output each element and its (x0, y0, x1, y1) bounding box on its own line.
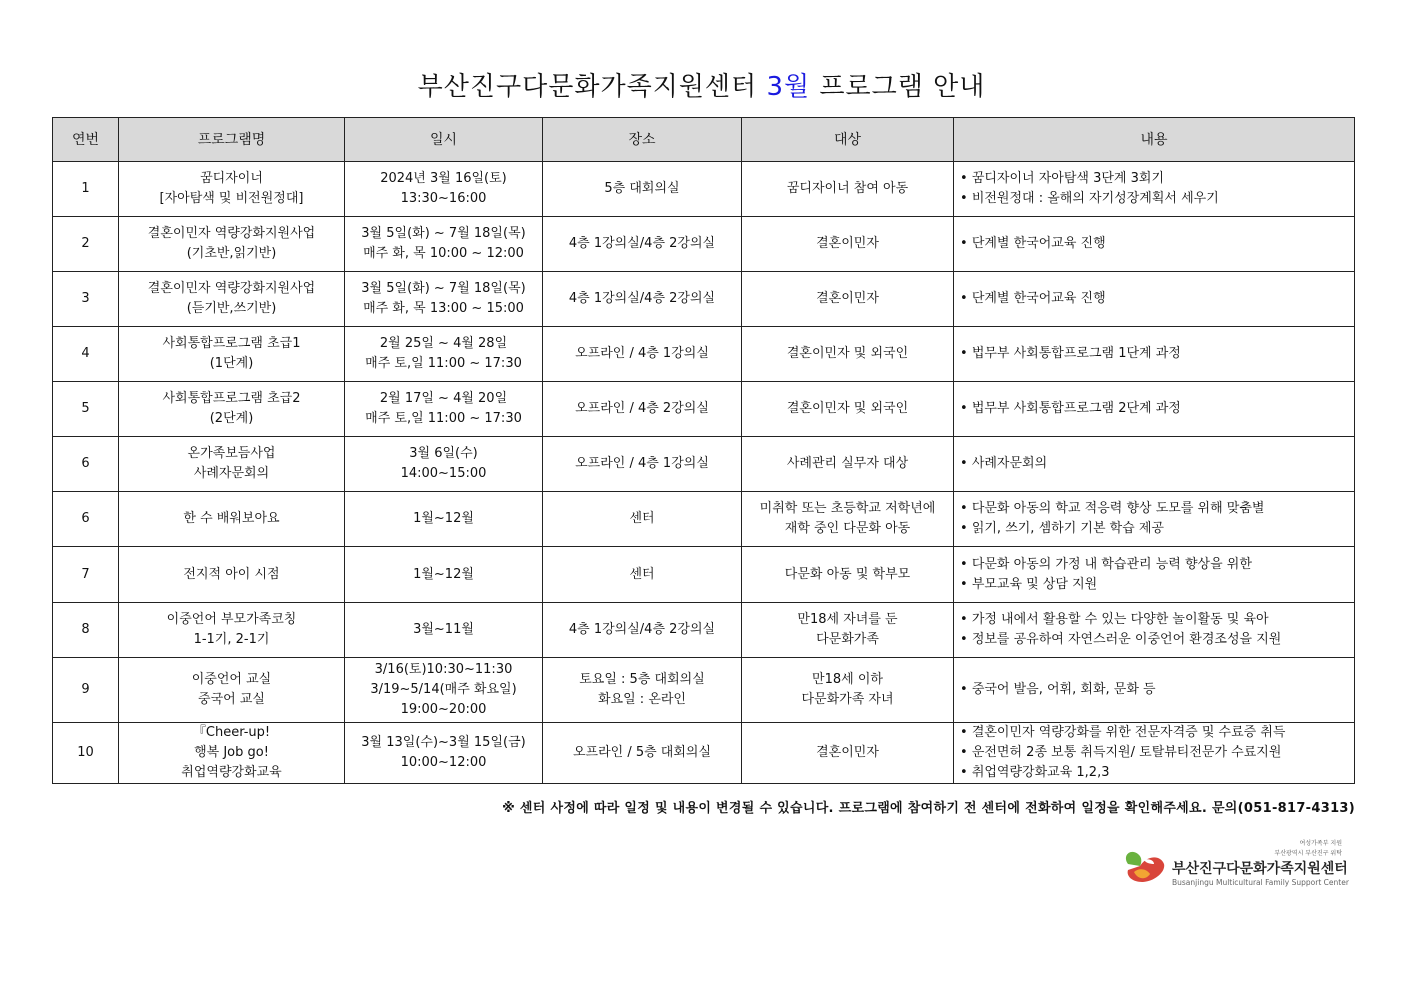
cell-line: 만18세 자녀를 둔 (797, 612, 898, 627)
cell-datetime (345, 547, 543, 603)
cell-line: 3월 5일(화) ~ 7월 18일(목) (361, 281, 526, 296)
cell-no: 7 (53, 547, 119, 603)
cell-line: 이중언어 교실 (191, 672, 272, 687)
cell-line: 4층 1강의실/4층 2강의실 (568, 236, 716, 251)
cell-program (119, 217, 345, 272)
cell-line: [자아탐색 및 비전원정대] (159, 191, 304, 206)
cell-no: 5 (53, 382, 119, 437)
table-row (53, 272, 1355, 327)
cell-no: 10 (53, 723, 119, 784)
cell-line: 3/19~5/14(매주 화요일) (370, 682, 517, 697)
cell-line: 사례관리 실무자 대상 (786, 456, 909, 471)
cell-line: 매주 화, 목 10:00 ~ 12:00 (363, 246, 524, 261)
cell-line: 센터 (629, 511, 655, 526)
content-bullet: • 단계별 한국어교육 진행 (960, 289, 1350, 309)
table-header-row (53, 118, 1355, 162)
cell-line: 결혼이민자 (816, 745, 879, 760)
cell-line: 미취학 또는 초등학교 저학년에 (759, 501, 936, 516)
cell-line: 행복 Job go! (194, 745, 269, 760)
cell-place (543, 327, 742, 382)
cell-program (119, 382, 345, 437)
cell-content (954, 492, 1355, 547)
table-row (53, 217, 1355, 272)
content-bullet: • 가정 내에서 활용할 수 있는 다양한 놀이활동 및 육아 (960, 610, 1350, 630)
cell-place (543, 603, 742, 658)
cell-place (543, 162, 742, 217)
cell-line: 5층 대회의실 (604, 181, 680, 196)
cell-line: 4층 1강의실/4층 2강의실 (568, 622, 716, 637)
cell-line: 오프라인 / 5층 대회의실 (572, 745, 712, 760)
cell-datetime (345, 437, 543, 492)
content-bullet: • 법무부 사회통합프로그램 2단계 과정 (960, 399, 1350, 419)
cell-place (543, 272, 742, 327)
cell-line: 온가족보듬사업 (187, 446, 276, 461)
cell-line: 만18세 이하 (812, 672, 883, 687)
table-row (53, 492, 1355, 547)
table-row (53, 437, 1355, 492)
cell-content (954, 382, 1355, 437)
cell-line: 다문화가족 자녀 (801, 692, 894, 707)
cell-line: 다문화가족 (816, 632, 879, 647)
cell-datetime (345, 217, 543, 272)
cell-no: 1 (53, 162, 119, 217)
cell-datetime (345, 723, 543, 784)
col-header-target: 대상 (742, 118, 954, 162)
cell-line: 『Cheer-up! (192, 725, 271, 740)
title-suffix: 프로그램 안내 (819, 72, 986, 102)
cell-datetime (345, 162, 543, 217)
cell-target (742, 547, 954, 603)
cell-line: 결혼이민자 및 외국인 (786, 401, 909, 416)
cell-line: (1단계) (209, 356, 254, 371)
cell-line: (기초반,읽기반) (186, 246, 277, 261)
content-bullet: • 결혼이민자 역량강화를 위한 전문자격증 및 수료증 취득 (960, 723, 1350, 743)
cell-target (742, 217, 954, 272)
cell-content (954, 217, 1355, 272)
cell-line: 14:00~15:00 (400, 466, 487, 481)
col-header-place: 장소 (543, 118, 742, 162)
logo-center-name: 부산진구다문화가족지원센터 (1172, 861, 1348, 877)
cell-line: 꿈디자이너 (200, 171, 263, 186)
logo-operator-line: 부산광역시 부산진구 위탁 (1274, 850, 1342, 857)
cell-target (742, 658, 954, 723)
cell-program (119, 603, 345, 658)
cell-line: 이중언어 부모가족코칭 (166, 612, 297, 627)
cell-line: 사회통합프로그램 초급2 (162, 391, 301, 406)
cell-no: 3 (53, 272, 119, 327)
cell-program (119, 547, 345, 603)
cell-target (742, 272, 954, 327)
cell-line: 취업역량강화교육 (181, 765, 282, 780)
cell-content (954, 162, 1355, 217)
content-bullet: • 부모교육 및 상담 지원 (960, 575, 1350, 595)
cell-content (954, 437, 1355, 492)
cell-target (742, 382, 954, 437)
cell-line: 3월 6일(수) (409, 446, 478, 461)
program-table (52, 117, 1355, 784)
col-header-content: 내용 (954, 118, 1355, 162)
content-bullet: • 법무부 사회통합프로그램 1단계 과정 (960, 344, 1350, 364)
cell-program (119, 327, 345, 382)
cell-no: 4 (53, 327, 119, 382)
title-prefix: 부산진구다문화가족지원센터 (417, 72, 758, 102)
cell-line: 재학 중인 다문화 아동 (784, 521, 911, 536)
content-bullet: • 다문화 아동의 가정 내 학습관리 능력 향상을 위한 (960, 555, 1350, 575)
col-header-program: 프로그램명 (119, 118, 345, 162)
content-bullet: • 꿈디자이너 자아탐색 3단계 3회기 (960, 169, 1350, 189)
cell-line: 매주 화, 목 13:00 ~ 15:00 (363, 301, 524, 316)
cell-content (954, 327, 1355, 382)
page-title (0, 66, 1403, 103)
cell-line: 결혼이민자 역량강화지원사업 (147, 226, 316, 241)
cell-line: 3월 5일(화) ~ 7월 18일(목) (361, 226, 526, 241)
content-bullet: • 다문화 아동의 학교 적응력 향상 도모를 위해 맞춤별 (960, 499, 1350, 519)
cell-line: 1월~12월 (413, 566, 474, 582)
cell-line: 2024년 3월 16일(토) (380, 171, 507, 186)
cell-datetime (345, 658, 543, 723)
cell-datetime (345, 603, 543, 658)
cell-target (742, 492, 954, 547)
cell-line: 1-1기, 2-1기 (193, 632, 270, 647)
cell-datetime (345, 382, 543, 437)
cell-datetime (345, 272, 543, 327)
cell-line: 결혼이민자 (816, 236, 879, 251)
cell-place (543, 547, 742, 603)
cell-line: 10:00~12:00 (400, 755, 487, 770)
logo-english-name: Busanjingu Multicultural Family Support Center (1172, 878, 1349, 887)
cell-line: 전지적 아이 시점 (183, 566, 280, 582)
cell-line: 한 수 배워보아요 (183, 511, 280, 526)
cell-place (543, 217, 742, 272)
cell-program (119, 162, 345, 217)
cell-content (954, 658, 1355, 723)
cell-line: (2단계) (209, 411, 254, 426)
cell-place (543, 723, 742, 784)
cell-program (119, 492, 345, 547)
col-header-no: 연번 (53, 118, 119, 162)
cell-datetime (345, 327, 543, 382)
cell-line: (듣기반,쓰기반) (186, 301, 277, 316)
cell-program (119, 272, 345, 327)
cell-no: 9 (53, 658, 119, 723)
cell-line: 매주 토,일 11:00 ~ 17:30 (365, 411, 522, 426)
cell-line: 3월~11월 (413, 622, 474, 637)
cell-line: 오프라인 / 4층 2강의실 (575, 401, 709, 416)
table-row (53, 547, 1355, 603)
table-row (53, 327, 1355, 382)
cell-no: 8 (53, 603, 119, 658)
notice-text: ※ 센터 사정에 따라 일정 및 내용이 변경될 수 있습니다. 프로그램에 참여하기 전 센터에 전화하여 일정을 확인해주세요. 문의(051-817-4313) (502, 801, 1355, 816)
cell-line: 결혼이민자 (816, 291, 879, 306)
cell-program (119, 437, 345, 492)
cell-line: 사회통합프로그램 초급1 (162, 336, 301, 351)
cell-line: 사례자문회의 (193, 466, 270, 481)
content-bullet: • 운전면허 2종 보통 취득지원/ 토탈뷰티전문가 수료지원 (960, 743, 1350, 763)
table-row (53, 162, 1355, 217)
cell-line: 매주 토,일 11:00 ~ 17:30 (365, 356, 522, 371)
table-row (53, 658, 1355, 723)
cell-line: 4층 1강의실/4층 2강의실 (568, 291, 716, 306)
cell-content (954, 603, 1355, 658)
cell-target (742, 603, 954, 658)
cell-line: 13:30~16:00 (400, 191, 487, 206)
center-logo (1120, 836, 1350, 892)
cell-line: 결혼이민자 및 외국인 (786, 346, 909, 361)
cell-line: 19:00~20:00 (400, 702, 487, 717)
cell-place (543, 492, 742, 547)
content-bullet: • 중국어 발음, 어휘, 회화, 문화 등 (960, 680, 1350, 700)
cell-content (954, 723, 1355, 784)
cell-no: 6 (53, 437, 119, 492)
content-bullet: • 취업역량강화교육 1,2,3 (960, 763, 1350, 783)
col-header-datetime: 일시 (345, 118, 543, 162)
table-body (53, 162, 1355, 784)
content-bullet: • 읽기, 쓰기, 셈하기 기본 학습 제공 (960, 519, 1350, 539)
cell-target (742, 437, 954, 492)
cell-target (742, 723, 954, 784)
cell-target (742, 162, 954, 217)
cell-line: 2월 17일 ~ 4월 20일 (379, 391, 508, 406)
cell-line: 3월 13일(수)~3월 15일(금) (361, 735, 526, 750)
cell-line: 센터 (629, 566, 655, 582)
cell-line: 오프라인 / 4층 1강의실 (575, 456, 709, 471)
cell-line: 다문화 아동 및 학부모 (784, 566, 911, 582)
cell-line: 오프라인 / 4층 1강의실 (575, 346, 709, 361)
logo-sponsor-line: 여성가족부 지원 (1299, 840, 1342, 847)
cell-line: 1월~12월 (413, 511, 474, 526)
table-row (53, 382, 1355, 437)
cell-program (119, 658, 345, 723)
cell-content (954, 547, 1355, 603)
cell-no: 2 (53, 217, 119, 272)
cell-program (119, 723, 345, 784)
cell-line: 화요일 : 온라인 (598, 692, 686, 707)
cell-target (742, 327, 954, 382)
content-bullet: • 정보를 공유하여 자연스러운 이중언어 환경조성을 지원 (960, 630, 1350, 650)
cell-no: 6 (53, 492, 119, 547)
cell-line: 토요일 : 5층 대회의실 (579, 672, 705, 687)
title-month: 3월 (766, 72, 811, 102)
cell-line: 3/16(토)10:30~11:30 (374, 662, 513, 677)
cell-line: 결혼이민자 역량강화지원사업 (147, 281, 316, 296)
content-bullet: • 비전원정대 : 올해의 자기성장계획서 세우기 (960, 189, 1350, 209)
cell-place (543, 658, 742, 723)
cell-line: 중국어 교실 (198, 692, 265, 707)
content-bullet: • 단계별 한국어교육 진행 (960, 234, 1350, 254)
table-row (53, 723, 1355, 784)
cell-content (954, 272, 1355, 327)
cell-datetime (345, 492, 543, 547)
cell-line: 2월 25일 ~ 4월 28일 (379, 336, 508, 351)
content-bullet: • 사례자문회의 (960, 454, 1350, 474)
table-row (53, 603, 1355, 658)
cell-place (543, 437, 742, 492)
cell-line: 꿈디자이너 참여 아동 (786, 181, 909, 196)
heart-logo-icon (1120, 846, 1168, 886)
cell-place (543, 382, 742, 437)
